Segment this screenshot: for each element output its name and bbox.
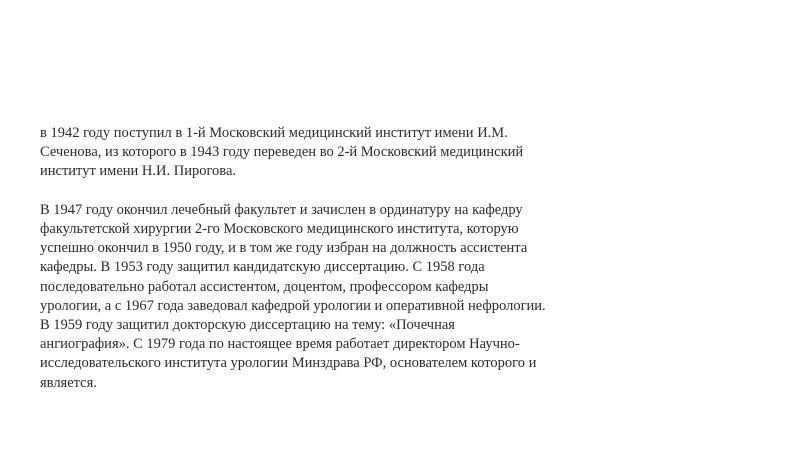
biography-text bbox=[40, 124, 640, 393]
text-line: успешно окончил в 1950 году, и в том же году избран на должность ассистента bbox=[40, 240, 528, 257]
text-line: институт имени Н.И. Пирогова. bbox=[40, 163, 237, 180]
text-line: является. bbox=[40, 374, 97, 391]
paragraph-spacer bbox=[40, 182, 640, 201]
text-line: В 1959 году защитил докторскую диссертацию на тему: «Почечная bbox=[40, 317, 455, 334]
text-line: исследовательского института урологии Минздрава РФ, основателем которого и bbox=[40, 355, 537, 372]
text-line: ангиография». С 1979 года по настоящее время работает директором Научно- bbox=[40, 336, 520, 353]
text-line: Сеченова, из которого в 1943 году переведен во 2-й Московский медицинский bbox=[40, 144, 524, 161]
text-line: В 1947 году окончил лечебный факультет и зачислен в ординатуру на кафедру bbox=[40, 201, 523, 218]
paragraph-career bbox=[40, 201, 640, 393]
paragraph-education bbox=[40, 124, 640, 182]
text-line: урологии, а с 1967 года заведовал кафедрой урологии и оперативной нефрологии. bbox=[40, 297, 546, 314]
text-line: в 1942 году поступил в 1-й Московский медицинский институт имени И.М. bbox=[40, 125, 508, 141]
text-line: факультетской хирургии 2-го Московского медицинского института, которую bbox=[40, 221, 519, 237]
text-line: кафедры. В 1953 году защитил кандидатскую диссертацию. С 1958 года bbox=[40, 259, 485, 276]
text-line: последовательно работал ассистентом, доцентом, профессором кафедры bbox=[40, 278, 489, 295]
